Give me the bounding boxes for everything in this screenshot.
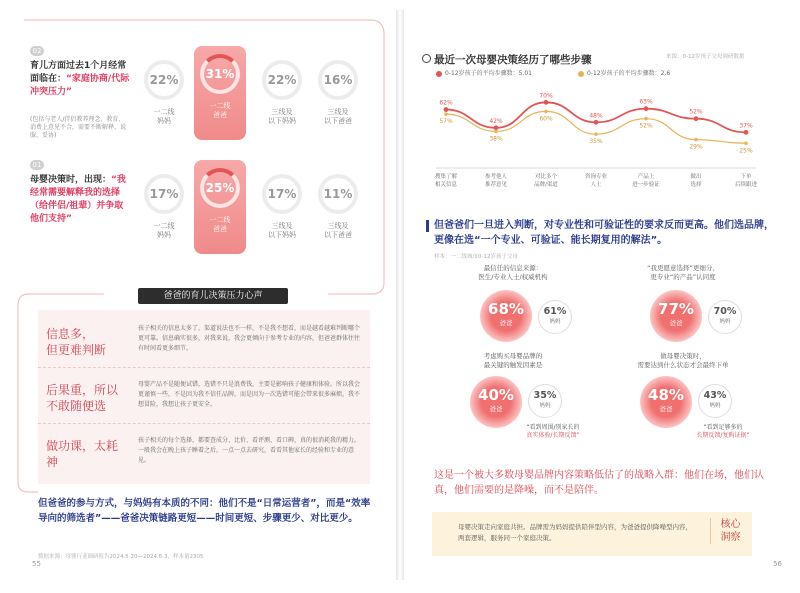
ring-label: 三线及 以下爸爸: [324, 222, 352, 239]
category-tick-label: 对比多个: [534, 174, 558, 180]
chart-source: 来源：0-12岁孩子父母调研数据: [666, 54, 745, 60]
ring-card-dad-tier1: [194, 46, 246, 140]
ring-label: 一二线 妈妈: [153, 108, 175, 125]
dad-circle: 48% 爸爸: [640, 376, 692, 428]
series-2-point: [494, 130, 498, 134]
left-page: [8, 12, 392, 572]
ring-card-mom-tier3: [256, 166, 308, 252]
bubble-question: “我更愿意选择”更细分、 更专业“的产品”认同度: [647, 264, 719, 281]
series-1-point: [444, 107, 449, 112]
mom-circle: 61% 妈妈: [538, 300, 572, 334]
steps-line-chart: [426, 78, 766, 206]
left-source: 数据来源：母婴行业调研报告2024.5.20—2024.6.3，样本量2305: [38, 554, 204, 560]
dad-circle: 40% 爸爸: [470, 376, 522, 428]
category-tick-label: 参考他人: [484, 174, 508, 180]
right-page: [408, 12, 792, 572]
core-insight-text: 母婴决策走向家庭共担。品牌需为妈妈提供陪伴型内容，为爸爸提供降噪型内容，两套逻辑，服务同一个家庭决策。: [458, 523, 692, 542]
pressure-item-3: [38, 426, 370, 480]
ring-label: 一二线 爸爸: [209, 216, 231, 233]
pressure-head: 做功课，太耗神: [46, 439, 119, 469]
pressure-body: 母婴产品不是随便试错，选错不只是浪费钱，主要是影响孩子健康和体验。所以我会更谨慎一些，不是因为我不信任品牌，而是因为一次选错可能会带来很多麻烦，我不想冒险，我想让孩子更安全。: [138, 381, 361, 408]
series-1-point: [644, 106, 649, 111]
pressure-head: 后果重，所以 不敢随便选: [46, 383, 119, 413]
series-1-point: [694, 116, 699, 121]
ring-value: 22%: [262, 60, 302, 100]
ring-label: 一二线 爸爸: [209, 102, 231, 119]
dad-circle: 77% 爸爸: [650, 290, 702, 342]
category-tick-label: 人士: [590, 182, 602, 188]
series-1-data-label: 48%: [589, 112, 603, 120]
category-tick-label: 产品上: [637, 174, 655, 180]
pressure-item-1: [38, 314, 370, 368]
right-page-number: 56: [773, 560, 782, 568]
core-insight-box: [432, 512, 752, 556]
series-1-data-label: 70%: [539, 92, 553, 100]
ring-label: 一二线 妈妈: [153, 222, 175, 239]
ring-value: 17%: [144, 174, 184, 214]
stat-text: 母婴决策时，出现：“我经常需要解释我的选择（给伴侣/祖辈）并争取他们支持”: [30, 175, 126, 224]
category-tick-label: 咨询专业: [584, 174, 608, 180]
ring-label: 三线及 以下爸爸: [324, 108, 352, 125]
category-tick-label: 下单: [740, 174, 752, 180]
category-tick-label: 推荐意见: [484, 182, 508, 188]
series-2-data-label: 25%: [739, 147, 753, 155]
category-tick-label: 选择: [690, 182, 702, 188]
book-spine: [396, 10, 404, 580]
bubble-order-state: [598, 352, 768, 452]
series-1-point: [544, 100, 549, 105]
category-tick-label: 品牌/渠道: [534, 182, 558, 188]
ring-card-mom-tier1: [138, 166, 190, 252]
series-1-point: [594, 120, 599, 125]
ring-card-mom-tier3: [256, 52, 308, 138]
series-1-data-label: 63%: [639, 98, 653, 106]
series-1-point: [494, 125, 499, 130]
mom-circle: 70% 妈妈: [708, 300, 742, 334]
bubble-trusted-source: [428, 264, 598, 364]
series-2-data-label: 52%: [639, 122, 653, 130]
right-headline: 但爸爸们一旦进入判断，对专业性和可验证性的要求反而更高。他们选品牌，更像在选“一个专业、可验证、能长期复用的解法”。: [434, 220, 774, 246]
ring-value: 17%: [262, 174, 302, 214]
bubble-question: 最信任的信息来源： 医生/专业人士/权威机构: [478, 264, 548, 281]
stat-note: (包括与老人/伴侣教养理念、教育、消费上意见不合，需要不断解释、说服、妥协): [30, 116, 127, 139]
ring-value: 16%: [318, 60, 358, 100]
category-tick-label: 后续跟进: [734, 182, 758, 188]
circle-icon: [422, 54, 431, 63]
ring-value: 25%: [200, 168, 240, 208]
category-tick-label: 做出: [690, 174, 702, 180]
ring-card-dad-tier1: [194, 160, 246, 254]
bubble-question: 做母婴决策时， 需要达到什么状态才会最终下单: [637, 352, 729, 369]
series-2-data-label: 29%: [689, 143, 703, 151]
bubble-question: 考虑购买母婴品牌的 最关键的触发因素是: [483, 352, 543, 369]
pressure-body: 孩子相关的信息太多了，渠道说法也不一样，不是我不想看，而是越看越难判断哪个更可靠。信息确实很多，对我来说，我会更倾向于参考专业的内容，但爸爸群体往往有时间看更多细节。: [138, 325, 361, 352]
ring-card-mom-tier1: [138, 52, 190, 138]
dad-circle: 68% 爸爸: [480, 290, 532, 342]
ring-value: 31%: [200, 54, 240, 94]
series-1-data-label: 52%: [689, 108, 703, 116]
stat-block-2: [30, 160, 390, 270]
series-2-point: [694, 138, 698, 142]
series-2-point: [744, 141, 748, 145]
series-1-data-label: 42%: [489, 117, 503, 125]
series-2-point: [644, 117, 648, 121]
ring-label: 三线及 以下妈妈: [268, 108, 296, 125]
series-2-data-label: 57%: [439, 118, 453, 126]
ring-value: 22%: [144, 60, 184, 100]
mom-circle: 43% 妈妈: [698, 384, 732, 418]
left-page-number: 55: [32, 560, 41, 568]
bubble-trigger-factor: [428, 352, 598, 452]
pressure-body: 孩子相关的每个选择，都要查成分、比价、看评测、看口碑，真的很消耗我的精力。一般我会在晚上孩子睡着之后，一点一点去研究，看看其他家长的经验和专业的意见。: [138, 437, 361, 464]
legend-dot-icon: [436, 71, 442, 77]
chart-title: 最近一次母婴决策经历了哪些步骤: [434, 54, 592, 66]
ring-card-dad-tier3: [312, 166, 364, 252]
core-insight-tag: 核心 洞察: [710, 518, 746, 544]
legend-series-a: 0-12岁孩子的平均步骤数：5.01: [436, 68, 532, 77]
stat-text: 育儿方面过去1个月经常面临在：“家庭协商/代际冲突压力”: [30, 61, 130, 97]
series-2-data-label: 60%: [539, 115, 553, 123]
bubble-note: “看到足够多的 长期反馈/复购证据”: [696, 424, 750, 439]
bubbles-source: 样本：一二线城市0-12岁孩子父母: [434, 254, 518, 260]
bubble-specialized-product: [598, 264, 768, 364]
series-1-data-label: 62%: [439, 99, 453, 107]
ring-label: 三线及 以下妈妈: [268, 222, 296, 239]
strategic-strap: 这是一个被大多数母婴品牌内容策略低估了的战略入群：他们在场，他们认真，他们需要的是降噪，而不是陪伴。: [434, 470, 764, 496]
series-2-point: [594, 132, 598, 136]
pressure-section-title: 爸爸的育儿决策压力心声: [138, 288, 288, 304]
ring-card-dad-tier3: [312, 52, 364, 138]
category-tick-label: 进一步验证: [632, 182, 660, 188]
headline-bar: [426, 220, 429, 232]
series-2-data-label: 35%: [589, 138, 603, 146]
mom-circle: 35% 妈妈: [528, 384, 562, 418]
stat-index: 01: [30, 160, 44, 170]
left-bottom-insight: 但爸爸的参与方式，与妈妈有本质的不同：他们不是“日常运营者”，而是“效率导向的筛选者”——爸爸决策链路更短——时间更短、步骤更少、对比更少。: [38, 498, 371, 524]
pressure-quotes-box: [38, 310, 370, 484]
stat-block-1: [30, 46, 390, 156]
category-tick-label: 搜集了解: [434, 174, 458, 180]
category-tick-label: 相关信息: [434, 182, 458, 188]
pressure-item-2: [38, 370, 370, 424]
legend-dot-icon: [578, 71, 584, 77]
series-2-point: [444, 112, 448, 116]
series-1-data-label: 37%: [739, 122, 753, 130]
legend-series-b: 0-12岁孩子的平均步骤数：2.6: [578, 68, 670, 77]
bubble-note: “看到周围/别家长的 真实体验/长期反馈”: [526, 424, 580, 439]
stat-index: 02: [30, 46, 44, 56]
pressure-head: 信息多， 但更难判断: [46, 327, 107, 357]
series-2-data-label: 38%: [489, 135, 503, 143]
series-2-point: [544, 110, 548, 114]
ring-value: 11%: [318, 174, 358, 214]
series-1-point: [744, 130, 749, 135]
